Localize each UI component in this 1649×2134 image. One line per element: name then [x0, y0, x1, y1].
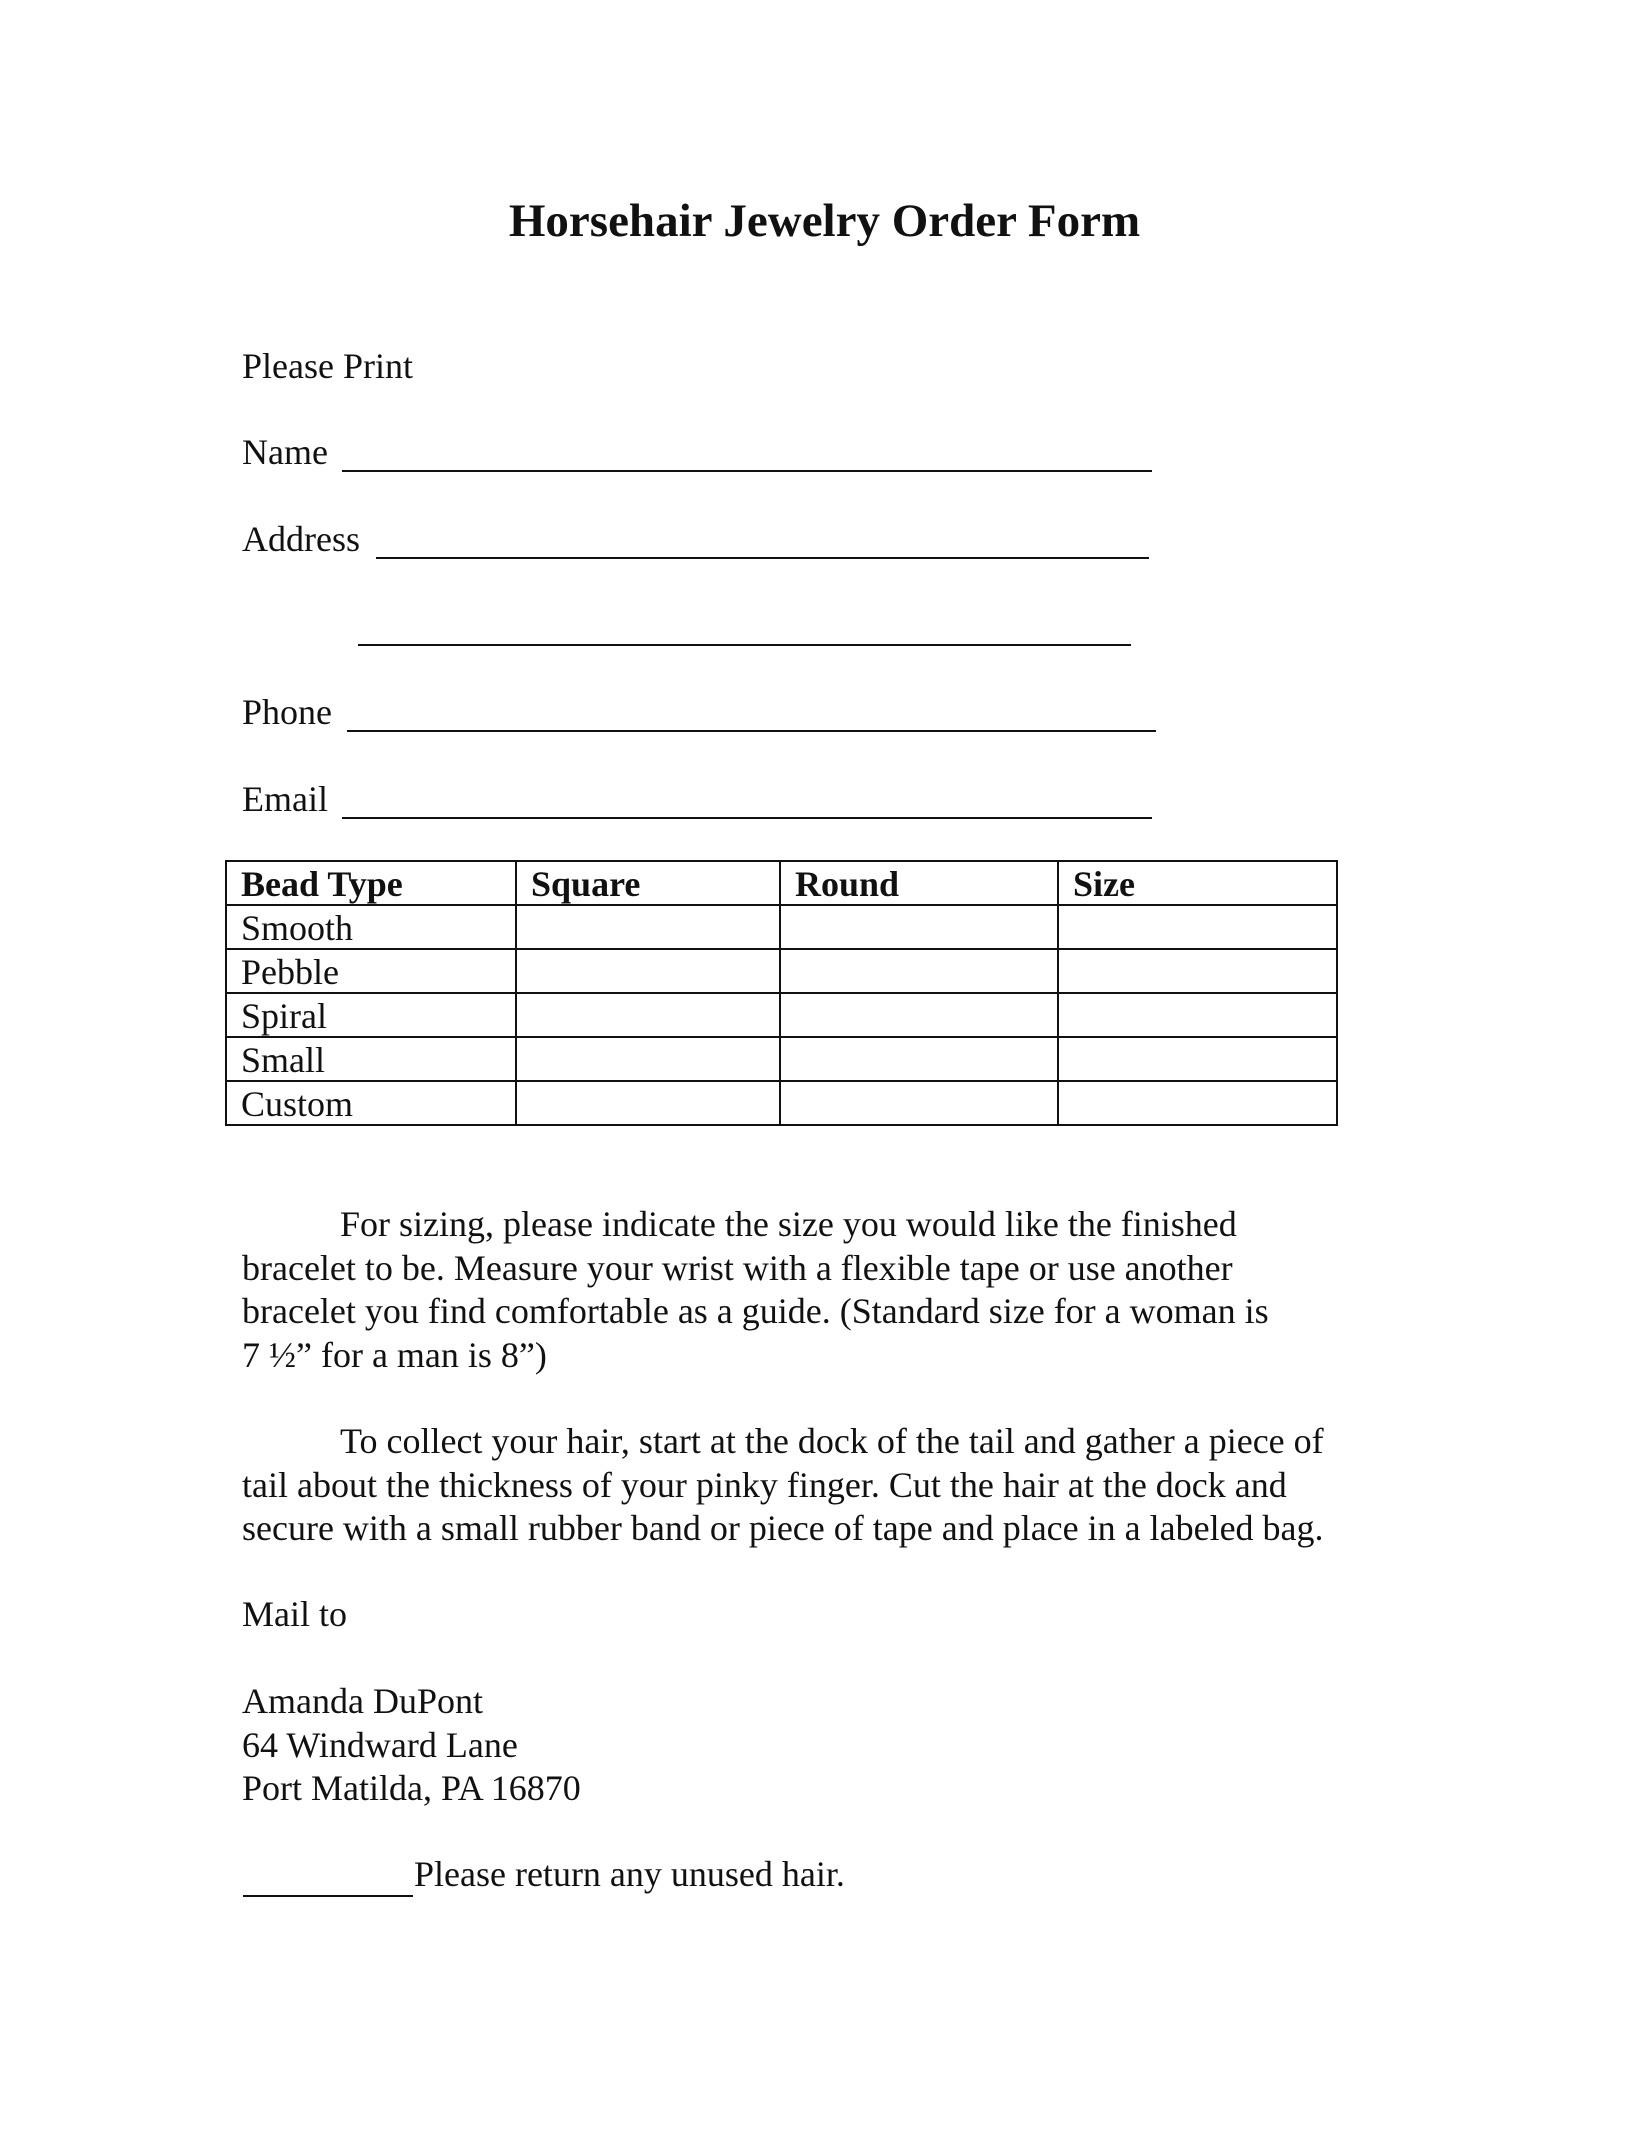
mail-address-name: Amanda DuPont	[242, 1681, 483, 1721]
bead-type-pebble: Pebble	[226, 949, 516, 993]
sizing-line-3: bracelet you find comfortable as a guide. (Standard size for a woman is	[242, 1291, 1269, 1331]
collect-line-3: secure with a small rubber band or piece of tape and place in a labeled bag.	[242, 1508, 1324, 1548]
bead-type-custom: Custom	[226, 1081, 516, 1125]
small-round-cell[interactable]	[780, 1037, 1058, 1081]
phone-field-line[interactable]	[347, 730, 1156, 732]
mail-to-label: Mail to	[242, 1594, 347, 1634]
hair-collection-instructions	[242, 1420, 1392, 1551]
table-header-row	[226, 861, 1337, 905]
address-field-line-2[interactable]	[358, 644, 1131, 646]
page-title: Horsehair Jewelry Order Form	[508, 195, 1141, 247]
mailing-address	[242, 1680, 1392, 1811]
name-field-line[interactable]	[342, 470, 1152, 472]
header-bead-type: Bead Type	[226, 861, 516, 905]
mail-address-city: Port Matilda, PA 16870	[242, 1768, 581, 1808]
smooth-round-cell[interactable]	[780, 905, 1058, 949]
small-size-cell[interactable]	[1058, 1037, 1337, 1081]
phone-label: Phone	[242, 692, 332, 732]
bead-type-small: Small	[226, 1037, 516, 1081]
address-label: Address	[242, 519, 360, 559]
return-hair-checkbox-line[interactable]	[243, 1895, 413, 1897]
sizing-line-2: bracelet to be. Measure your wrist with a flexible tape or use another	[242, 1247, 1233, 1288]
collect-line-1: To collect your hair, start at the dock of the tail and gather a piece of	[340, 1421, 1324, 1461]
smooth-size-cell[interactable]	[1058, 905, 1337, 949]
table-row	[226, 1037, 1337, 1081]
address-field-line-1[interactable]	[376, 557, 1149, 559]
table-row	[226, 905, 1337, 949]
return-hair-label: Please return any unused hair.	[414, 1854, 845, 1894]
small-square-cell[interactable]	[516, 1037, 780, 1081]
table-row	[226, 993, 1337, 1037]
pebble-round-cell[interactable]	[780, 949, 1058, 993]
sizing-instructions	[242, 1203, 1392, 1377]
spiral-round-cell[interactable]	[780, 993, 1058, 1037]
spiral-size-cell[interactable]	[1058, 993, 1337, 1037]
please-print-instruction: Please Print	[242, 346, 413, 386]
sizing-line-1: For sizing, please indicate the size you would like the finished	[340, 1204, 1237, 1244]
name-label: Name	[242, 432, 328, 472]
table-row	[226, 1081, 1337, 1125]
mail-address-street: 64 Windward Lane	[242, 1724, 518, 1765]
email-label: Email	[242, 779, 328, 819]
custom-square-cell[interactable]	[516, 1081, 780, 1125]
bead-type-smooth: Smooth	[226, 905, 516, 949]
custom-round-cell[interactable]	[780, 1081, 1058, 1125]
pebble-size-cell[interactable]	[1058, 949, 1337, 993]
custom-size-cell[interactable]	[1058, 1081, 1337, 1125]
bead-type-table	[225, 860, 1338, 1126]
smooth-square-cell[interactable]	[516, 905, 780, 949]
table-row	[226, 949, 1337, 993]
email-field-line[interactable]	[342, 817, 1152, 819]
header-size: Size	[1058, 861, 1337, 905]
sizing-line-4: 7 ½” for a man is 8”)	[242, 1334, 547, 1375]
spiral-square-cell[interactable]	[516, 993, 780, 1037]
header-round: Round	[780, 861, 1058, 905]
bead-type-spiral: Spiral	[226, 993, 516, 1037]
pebble-square-cell[interactable]	[516, 949, 780, 993]
collect-line-2: tail about the thickness of your pinky finger. Cut the hair at the dock and	[242, 1464, 1287, 1505]
header-square: Square	[516, 861, 780, 905]
